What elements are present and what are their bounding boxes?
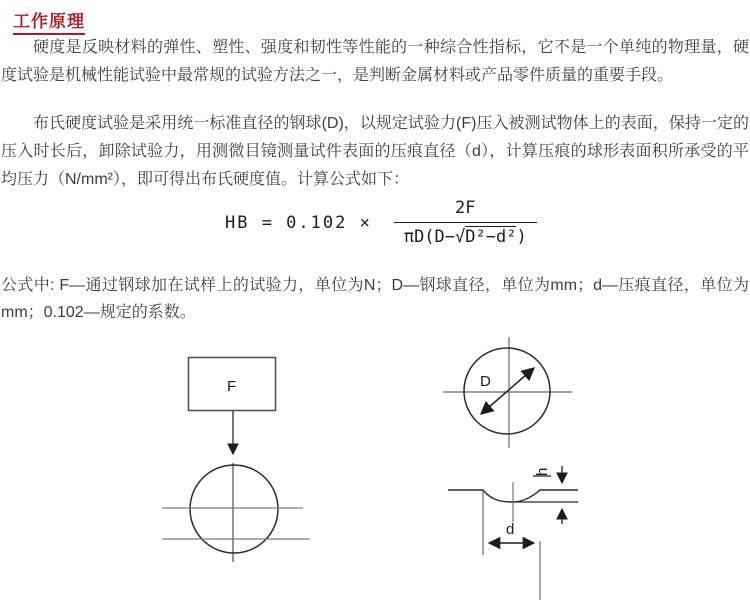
indentation-diagram [448, 466, 578, 600]
denominator-prefix: πD(D− [403, 227, 456, 247]
indent-diameter-label: d [506, 521, 515, 538]
radical-sign: √ [455, 227, 466, 247]
force-diagram [162, 358, 310, 563]
radicand: D²−d² [465, 227, 517, 247]
indenter-ball [190, 465, 278, 553]
formula-numerator: 2F [455, 198, 476, 218]
formula-lhs: HB = 0.102 × [225, 212, 372, 233]
indent-depth-label: h [534, 467, 551, 476]
brinell-formula [225, 198, 537, 247]
denominator-suffix: ) [516, 227, 527, 247]
intro-paragraph: 硬度是反映材料的弹性、塑性、强度和韧性等性能的一种综合性指标，它不是一个单纯的物理量，硬度试验是机械性能试验中最常规的试验方法之一，是判断金属材料或产品零件质量的重要手段。 [1, 39, 749, 84]
principle-diagrams [0, 335, 750, 607]
brinell-method-paragraph: 布氏硬度试验是采用统一标准直径的钢球(D)，以规定试验力(F)压入被测试物体上的表面，保持一定的压入时长后，卸除试验力，用测微目镜测量试件表面的压痕直径（d），计算压痕的球形表面积所承受的平均压力（N/mm²），即可得出布氏硬度值。计算公式如下： [1, 115, 749, 188]
diagrams-svg [0, 335, 750, 607]
page-title: 工作原理 [13, 7, 85, 35]
formula-denominator [394, 222, 537, 247]
ball-diameter-label: D [480, 373, 491, 390]
force-label: F [227, 378, 237, 395]
ball-diameter-diagram [443, 337, 572, 448]
formula-fraction [394, 198, 537, 247]
formula-legend-paragraph: 公式中: F—通过钢球加在试样上的试验力，单位为N；D—钢球直径，单位为mm；d—压痕直径，单位为mm；0.102—规定的系数。 [1, 277, 749, 321]
